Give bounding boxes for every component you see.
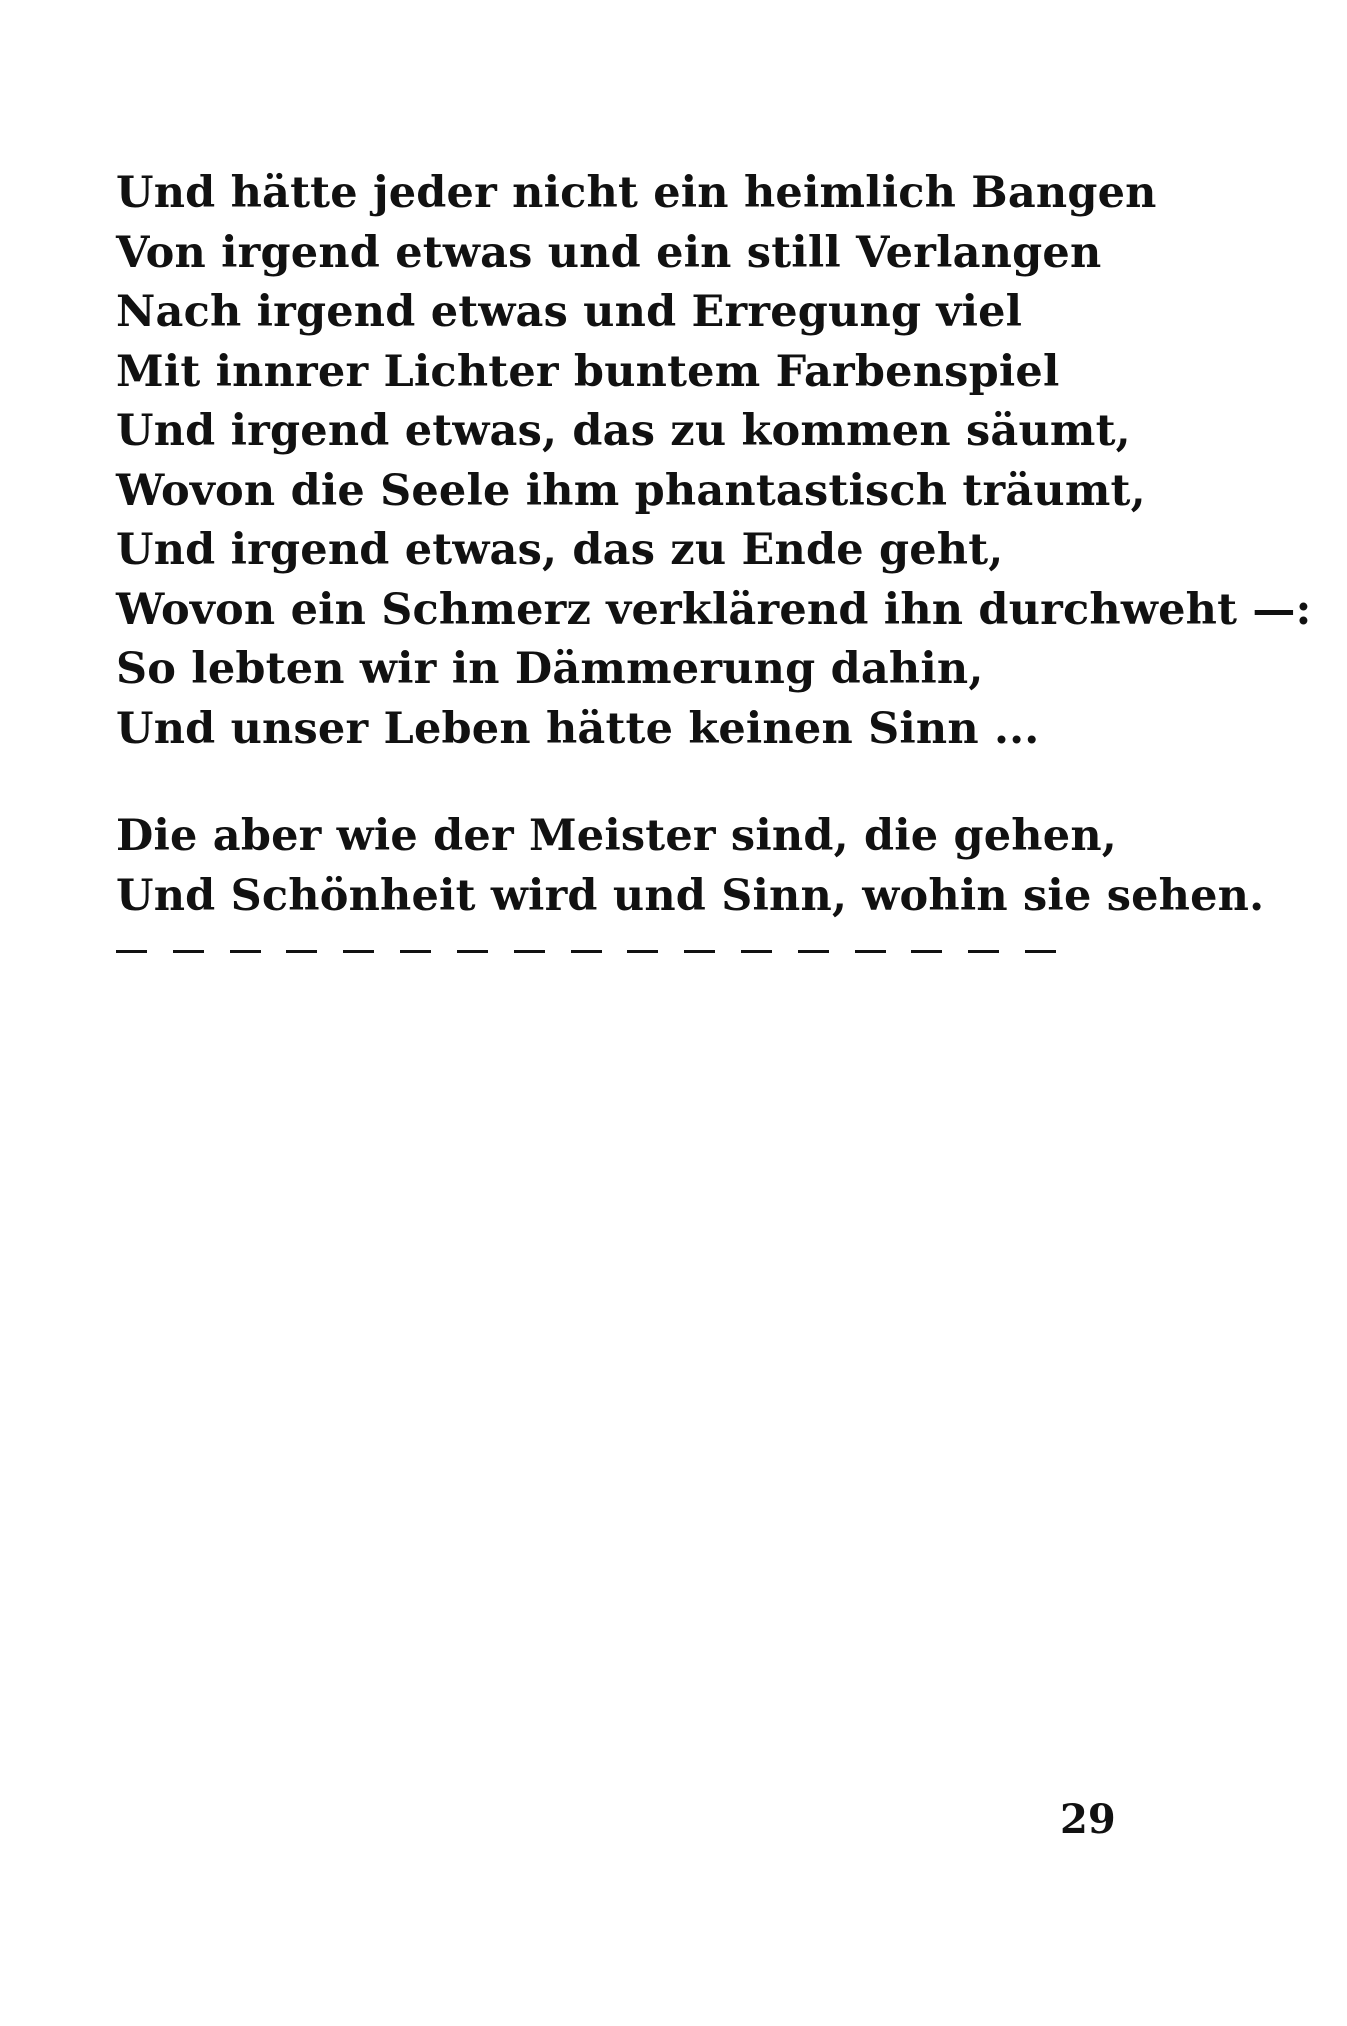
divider-dash xyxy=(116,950,147,953)
verse-line: Und Schönheit wird und Sinn, wohin sie sehen. xyxy=(116,871,1265,921)
verse-line: Wovon die Seele ihm phantastisch träumt, xyxy=(116,465,1146,516)
divider-dash xyxy=(684,950,715,953)
divider-dash xyxy=(968,950,999,953)
divider-dash xyxy=(230,950,261,953)
verse-line: Die aber wie der Meister sind, die gehen, xyxy=(116,811,1117,861)
verse-line: Und irgend etwas, das zu kommen säumt, xyxy=(116,406,1131,456)
divider-dash xyxy=(627,950,658,953)
divider-dash xyxy=(286,950,317,953)
divider-dash xyxy=(741,950,772,953)
verse-line: So lebten wir in Dämmerung dahin, xyxy=(116,644,984,694)
divider-dash xyxy=(1025,950,1056,953)
divider-dash xyxy=(855,950,886,953)
divider-dash xyxy=(911,950,942,953)
divider-dash xyxy=(457,950,488,953)
divider-dash xyxy=(400,950,431,953)
divider-dash xyxy=(798,950,829,953)
page-number: 29 xyxy=(1060,1796,1116,1843)
verse-line: Mit innrer Lichter buntem Farbenspiel xyxy=(116,346,1060,397)
verse-line: Und unser Leben hätte keinen Sinn ... xyxy=(116,703,1040,754)
verse-line: Wovon ein Schmerz verklärend ihn durchweht —: xyxy=(116,584,1312,635)
verse-line: Und hätte jeder nicht ein heimlich Bangen xyxy=(116,168,1157,218)
verse-line: Nach irgend etwas und Erregung viel xyxy=(116,287,1023,337)
divider-dash xyxy=(571,950,602,953)
verse-line: Von irgend etwas und ein still Verlangen xyxy=(116,227,1102,278)
divider-dash xyxy=(343,950,374,953)
divider-dash xyxy=(173,950,204,953)
divider-dash xyxy=(514,950,545,953)
stanza-2 xyxy=(116,806,1264,926)
stanza-1 xyxy=(116,164,1312,759)
verse-line: Und irgend etwas, das zu Ende geht, xyxy=(116,525,1004,575)
dashed-divider xyxy=(116,948,1056,954)
